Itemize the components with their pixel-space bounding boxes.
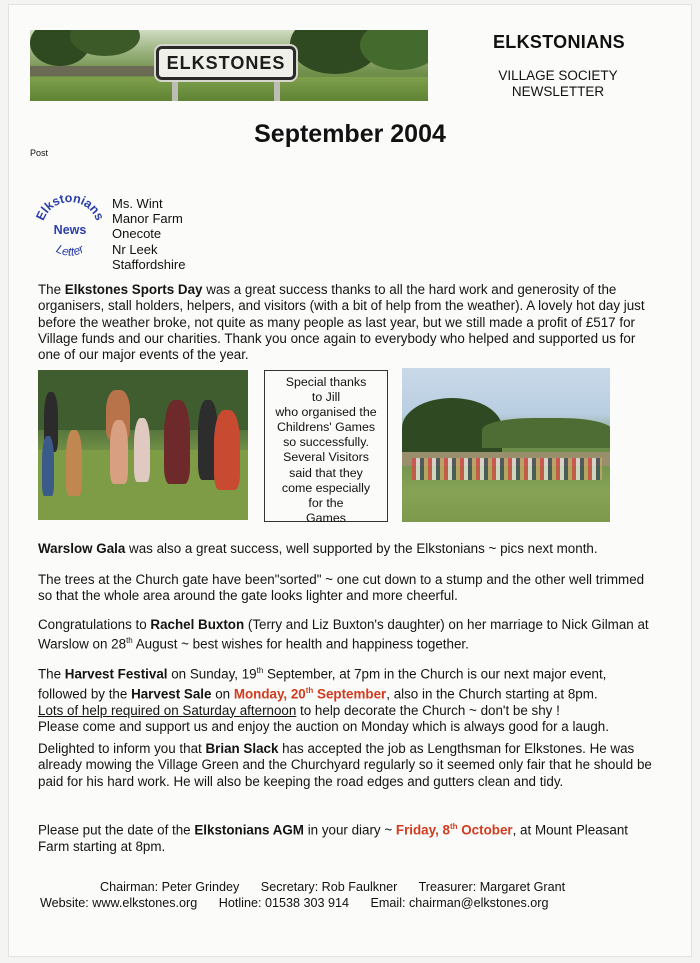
newsletter-subtitle: VILLAGE SOCIETY NEWSLETTER xyxy=(498,68,618,99)
agm-paragraph: Please put the date of the Elkstonians AGM in your diary ~ Friday, 8th October, at Mount Pleasant Farm starting at 8pm. xyxy=(38,822,628,854)
church-trees-paragraph: The trees at the Church gate have been"sorted" ~ one cut down to a stump and the other well trimmed so that the whole area around the gate looks lighter and more cheerful. xyxy=(38,572,645,604)
lengthsman-paragraph: Delighted to inform you that Brian Slack has accepted the job as Lengthsman for Elkstones. He was already mowing the Village Green and the Churchyard regularly so it seemed only fair that he should be paid for his hard work. He will also be keeping the road edges and gutters clean and tidy. xyxy=(38,741,652,789)
address-line: Staffordshire xyxy=(112,256,186,272)
sports-day-paragraph: The Elkstones Sports Day was a great success thanks to all the hard work and generosity of the organisers, stall holders, helpers, and visitors (with a bit of help from the weather). A lovely hot day just before the weather broke, not quite as many people as last year, but we still made a profit of £517 for Village funds and our charities. Thank you once again to everybody who helped and supported us for one of our major events of the year. xyxy=(38,282,645,363)
logo-arc-bottom-text: Letter xyxy=(54,241,87,259)
header-photo xyxy=(30,30,428,101)
address-line: Onecote xyxy=(112,226,162,242)
warslow-gala-paragraph: Warslow Gala was also a great success, well supported by the Elkstonians ~ pics next month. xyxy=(38,541,598,556)
footer-secretary: Secretary: Rob Faulkner xyxy=(260,880,398,894)
address-line: Ms. Wint xyxy=(112,196,163,211)
address-line: Nr Leek xyxy=(112,241,158,257)
childrens-games-photo xyxy=(38,370,248,520)
mailing-address xyxy=(112,196,185,272)
footer-contacts xyxy=(40,896,567,910)
photo-caption-box: Special thanks to Jill who organised the Childrens' Games so successfully. Several Visitors said that they come especially for the Games xyxy=(264,370,388,522)
newsletter-title: ELKSTONIANS xyxy=(493,32,625,52)
congratulations-paragraph: Congratulations to Rachel Buxton (Terry and Liz Buxton's daughter) on her marriage to Nick Gilman at Warslow on 28th August ~ best wishes for health and happiness together. xyxy=(38,617,649,652)
footer-officers xyxy=(100,880,583,894)
footer-website: Website: www.elkstones.org xyxy=(40,896,198,910)
logo-arc-top-text: Elkstonians xyxy=(33,190,107,223)
address-line: Manor Farm xyxy=(112,211,183,227)
issue-date: September 2004 xyxy=(254,120,446,148)
footer-email: Email: chairman@elkstones.org xyxy=(370,896,549,910)
sports-day-field-photo xyxy=(402,368,610,522)
footer-treasurer: Treasurer: Margaret Grant xyxy=(418,880,566,894)
news-letter-logo xyxy=(28,186,112,270)
post-label: Post xyxy=(30,148,49,158)
harvest-festival-paragraph: The Harvest Festival on Sunday, 19th September, at 7pm in the Church is our next major event, followed by the Harvest Sale on Monday, 20th September, also in the Church starting at 8pm. Lots of help required on Saturday afternoon to help decorate the Church ~ don't be shy ! Please come and support us and enjoy the auction on Monday which is always good for a laugh. xyxy=(38,666,609,734)
footer-hotline: Hotline: 01538 303 914 xyxy=(218,896,350,910)
logo-center-text: News xyxy=(53,223,87,237)
footer-chairman: Chairman: Peter Grindey xyxy=(100,880,240,894)
village-sign: ELKSTONES xyxy=(156,46,296,80)
